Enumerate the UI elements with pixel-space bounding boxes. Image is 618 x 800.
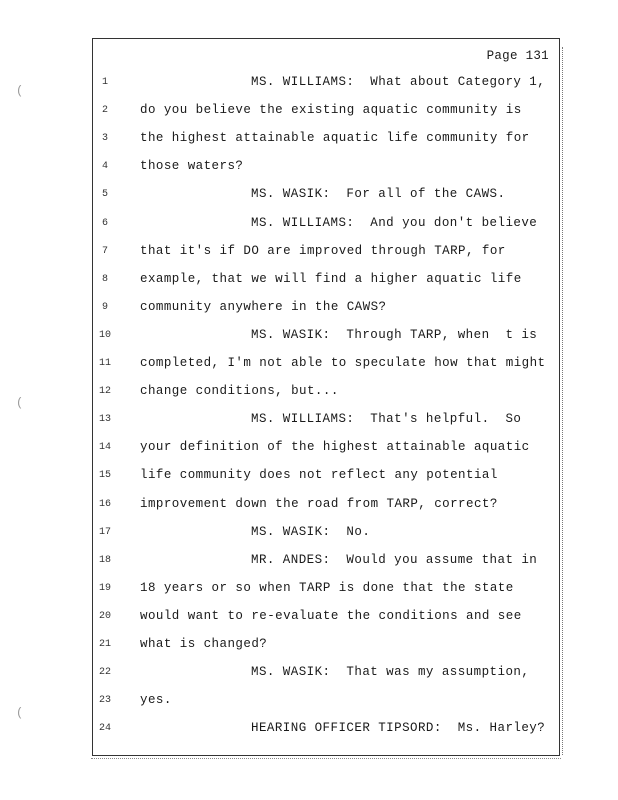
transcript-line: [93, 131, 561, 151]
line-text: example, that we will find a higher aquatic life: [140, 271, 522, 286]
line-number: 5: [101, 189, 108, 201]
transcript-page: [92, 38, 560, 756]
transcript-line: [93, 581, 561, 601]
transcript-line: [93, 103, 561, 123]
transcript-line: [93, 356, 561, 376]
transcript-line: [93, 525, 561, 545]
line-text: MS. WASIK: Through TARP, when t is: [251, 327, 538, 342]
line-number: 1: [101, 77, 108, 88]
punch-hole-mark: (: [16, 84, 24, 98]
transcript-line: [93, 216, 561, 236]
line-text: community anywhere in the CAWS?: [140, 299, 387, 314]
transcript-line: [93, 412, 561, 432]
line-text: MS. WASIK: For all of the CAWS.: [251, 187, 506, 202]
line-text: HEARING OFFICER TIPSORD: Ms. Harley?: [251, 721, 546, 736]
line-number: 13: [98, 414, 111, 426]
line-text: completed, I'm not able to speculate how that might: [140, 356, 546, 370]
transcript-line: [93, 244, 561, 264]
transcript-line: [93, 637, 561, 657]
line-number: 21: [98, 639, 111, 650]
line-text: MS. WILLIAMS: What about Category 1,: [251, 75, 546, 89]
transcript-line: [93, 75, 561, 95]
line-text: yes.: [140, 693, 172, 708]
line-number: 16: [98, 498, 111, 510]
line-number: 9: [101, 301, 108, 313]
line-text: would want to re-evaluate the conditions and see: [140, 608, 522, 623]
transcript-line: [93, 609, 561, 629]
line-text: MS. WASIK: That was my assumption,: [251, 665, 530, 680]
line-number: 8: [101, 273, 108, 285]
line-text: those waters?: [140, 159, 244, 174]
line-number: 6: [101, 217, 108, 229]
transcript-line: [93, 553, 561, 573]
line-text: improvement down the road from TARP, correct?: [140, 496, 498, 511]
line-number: 10: [98, 329, 111, 341]
line-text: MS. WILLIAMS: That's helpful. So: [251, 412, 522, 427]
transcript-line: [93, 721, 561, 741]
line-number: 11: [98, 358, 111, 369]
line-number: 15: [98, 470, 111, 482]
transcript-line: [93, 272, 561, 292]
line-text: do you believe the existing aquatic community is: [140, 103, 522, 118]
line-number: 17: [98, 526, 111, 538]
transcript-line: [93, 665, 561, 685]
line-number: 14: [98, 442, 111, 454]
line-number: 3: [101, 133, 108, 145]
line-text: change conditions, but...: [140, 384, 339, 399]
line-text: what is changed?: [140, 637, 268, 651]
line-text: the highest attainable aquatic life community for: [140, 131, 530, 146]
line-text: MS. WILLIAMS: And you don't believe: [251, 215, 538, 230]
line-text: your definition of the highest attainable aquatic: [140, 440, 530, 455]
line-number: 22: [98, 667, 111, 679]
transcript-line: [93, 300, 561, 320]
line-number: 19: [98, 582, 111, 594]
page-number: Page 131: [486, 49, 549, 63]
line-number: 2: [101, 105, 108, 117]
line-text: that it's if DO are improved through TARP, for: [140, 243, 506, 258]
line-number: 12: [98, 386, 111, 398]
transcript-line: [93, 468, 561, 488]
line-number: 23: [98, 695, 111, 707]
transcript-line: [93, 440, 561, 460]
line-number: 24: [98, 723, 111, 735]
punch-hole-mark: (: [16, 396, 24, 410]
transcript-line: [93, 693, 561, 713]
transcript-line: [93, 497, 561, 517]
line-text: MR. ANDES: Would you assume that in: [251, 552, 538, 567]
line-number: 4: [101, 161, 108, 173]
line-number: 20: [98, 610, 111, 622]
transcript-line: [93, 159, 561, 179]
line-text: 18 years or so when TARP is done that the state: [140, 580, 514, 595]
line-text: life community does not reflect any potential: [140, 468, 498, 483]
line-text: MS. WASIK: No.: [251, 524, 371, 539]
transcript-line: [93, 384, 561, 404]
line-number: 18: [98, 554, 111, 566]
line-number: 7: [101, 245, 108, 257]
transcript-line: [93, 328, 561, 348]
punch-hole-mark: (: [16, 706, 24, 720]
transcript-line: [93, 187, 561, 207]
